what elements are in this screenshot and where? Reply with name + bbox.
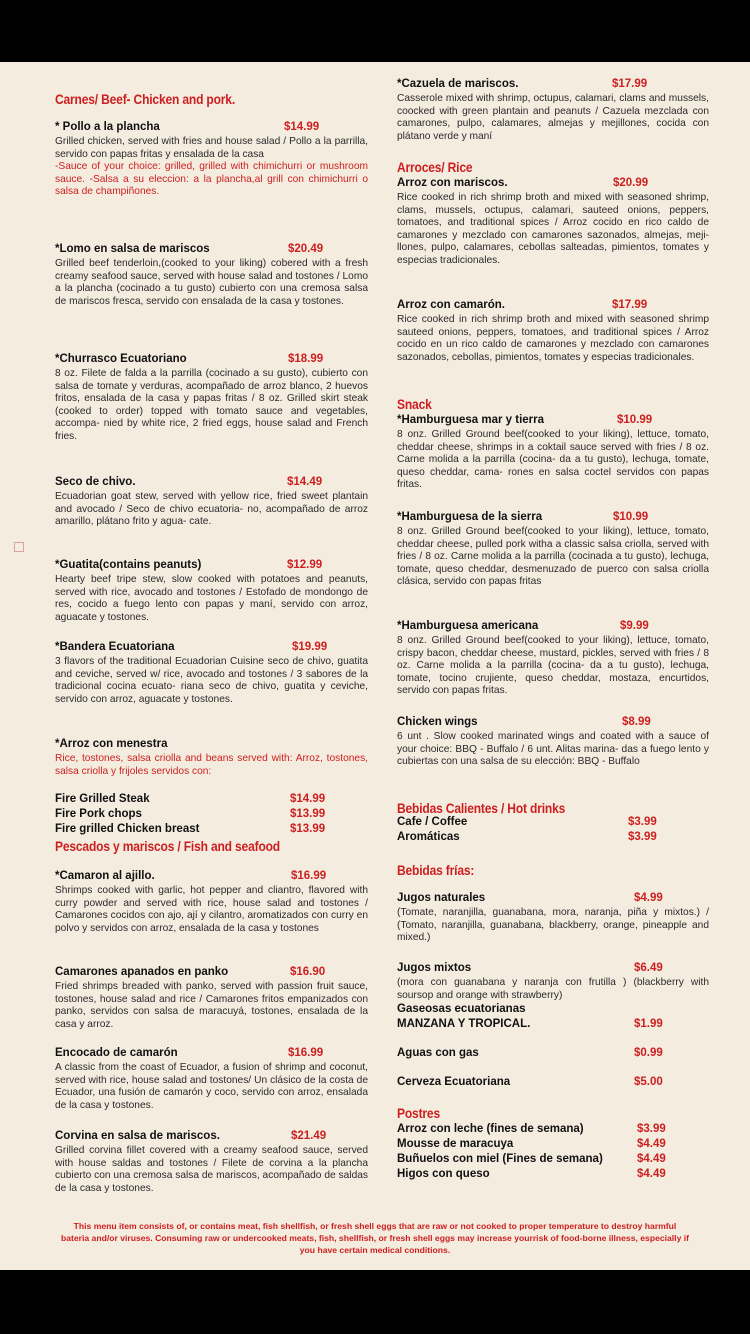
list-item xyxy=(397,1153,709,1168)
item-price: $17.99 xyxy=(612,78,648,90)
item-price: $10.99 xyxy=(613,511,649,523)
list-item xyxy=(397,1123,709,1138)
item-name: *Lomo en salsa de mariscos xyxy=(55,243,210,255)
item-description: (Tomate, naranjilla, guanabana, mora, naranja, piña y mixtos.) / (Tomato, naranjilla, guanabana, blackberry, orange, pineapple and mixed.) xyxy=(397,907,709,944)
item-name: *Churrasco Ecuatoriano xyxy=(55,353,187,365)
item-price: $14.49 xyxy=(287,476,323,488)
item-price: $1.99 xyxy=(634,1018,663,1030)
item-description: 6 unt . Slow cooked marinated wings and coated with a sauce of your choice: BBQ - Buffalo / 6 unt. Alitas marina- das a fuego lento y cubiertas con una salsa de su elección: BBQ - Buffalo xyxy=(397,731,709,768)
list-item xyxy=(397,816,709,831)
item-price: $4.49 xyxy=(637,1168,666,1180)
hot-drinks-list xyxy=(397,816,709,846)
item-name: Arroz con leche (fines de semana) xyxy=(397,1123,584,1135)
list-item xyxy=(397,1138,709,1153)
item-name: Buñuelos con miel (Fines de semana) xyxy=(397,1153,603,1165)
item-description: A classic from the coast of Ecuador, a fusion of shrimp and coconut, served with rice, house salad and tostones/ Un clásico de la costa de Ecuador, una fusión de camarón y coco, servido con arroz, ensalada de la casa y tostones. xyxy=(55,1062,368,1111)
menu-item-guatita xyxy=(55,559,368,624)
item-name: *Guatita(contains peanuts) xyxy=(55,559,202,571)
menu-page xyxy=(0,62,750,1270)
item-name: Arroz con camarón. xyxy=(397,299,505,311)
item-name: *Hamburguesa americana xyxy=(397,620,539,632)
menu-item-hamb-mar xyxy=(397,414,709,492)
item-price: $12.99 xyxy=(287,559,323,571)
item-name: Camarones apanados en panko xyxy=(55,966,229,978)
menu-item-seco xyxy=(55,476,368,529)
item-name: *Hamburguesa de la sierra xyxy=(397,511,543,523)
item-price: $13.99 xyxy=(290,823,326,835)
item-description: Casserole mixed with shrimp, octupus, calamari, clams and mussels, coocked with green plantain and peanuts / Cazuela mezclada con camarones, pulpo, calamares, almejas y mejillones, cocida con plátano verde y maní xyxy=(397,93,709,142)
item-name: * Pollo a la plancha xyxy=(55,121,160,133)
item-price: $8.99 xyxy=(622,716,651,728)
grilled-list xyxy=(55,793,368,838)
menu-item-pollo xyxy=(55,121,368,199)
item-name: *Camaron al ajillo. xyxy=(55,870,155,882)
postres-list xyxy=(397,1123,709,1183)
section-title-pescados: Pescados y mariscos / Fish and seafood xyxy=(55,838,280,854)
item-name: *Hamburguesa mar y tierra xyxy=(397,414,545,426)
item-name: MANZANA Y TROPICAL. xyxy=(397,1018,531,1030)
list-item xyxy=(55,793,368,808)
menu-item-lomo xyxy=(55,243,368,308)
item-description: Grilled corvina fillet covered with a creamy seafood sauce, served with house saldas and tostones / Filete de corvina a la plancha cubierto con una cremosa salsa de mariscos, acompañado de saldas de la casa y tostones. xyxy=(55,1145,368,1194)
item-name: *Arroz con menestra xyxy=(55,738,168,750)
item-price: $3.99 xyxy=(637,1123,666,1135)
item-price: $20.99 xyxy=(613,177,649,189)
menu-item-cazuela xyxy=(397,78,709,143)
item-description: 8 onz. Grilled Ground beef(cooked to your liking), lettuce, tomato, cheddar cheese, pulled pork witha a classic salsa criolla, served with fries / 8 oz. Carne molida a la parrilla (cocinada a tu gusto), lechuga, tomate, queso cheddar, desmenuzado de puerco con salsa criolla clásica, servido con papas fritas xyxy=(397,526,709,588)
section-title-calientes: Bebidas Calientes / Hot drinks xyxy=(397,800,566,816)
item-price: $16.90 xyxy=(290,966,326,978)
item-description: Ecuadorian goat stew, served with yellow rice, fried sweet plantain and avocado / Seco de chivo ecuatoria- no, acompañado de arroz amarillo, plátano frito y agua- cate. xyxy=(55,491,368,528)
menu-item-jugos-mixtos xyxy=(397,962,709,1002)
cerveza-item xyxy=(397,1076,709,1091)
item-price: $10.99 xyxy=(617,414,653,426)
section-title-arroces: Arroces/ Rice xyxy=(397,159,473,175)
item-price: $4.99 xyxy=(634,892,663,904)
item-name: Arroz con mariscos. xyxy=(397,177,508,189)
menu-item-hamb-americana xyxy=(397,620,709,698)
item-description: Fried shrimps breaded with panko, served with passion fruit sauce, tostones, house salad and rice / Camarones fritos empanizados con panko, servidos con salsa de maracuyá, tostones, ensalada de la casa y arroz. xyxy=(55,981,368,1030)
section-title-frias: Bebidas frías: xyxy=(397,862,475,878)
list-item xyxy=(397,831,709,846)
item-name: Corvina en salsa de mariscos. xyxy=(55,1130,220,1142)
item-name: Cerveza Ecuatoriana xyxy=(397,1076,511,1088)
list-item xyxy=(55,808,368,823)
item-name: Chicken wings xyxy=(397,716,478,728)
list-item xyxy=(397,1168,709,1183)
menu-item-encocado xyxy=(55,1047,368,1112)
item-name: *Cazuela de mariscos. xyxy=(397,78,519,90)
gaseosas-item xyxy=(397,1003,709,1033)
menu-item-hamb-sierra xyxy=(397,511,709,589)
item-note: -Sauce of your choice: grilled, grilled with chimichurri or mushroom sauce. -Salsa a su eleccion: a la plancha,al grill con chimichurri o salsa de champiñones. xyxy=(55,161,368,198)
item-price: $0.99 xyxy=(634,1047,663,1059)
menu-item-churrasco xyxy=(55,353,368,444)
item-price: $9.99 xyxy=(620,620,649,632)
gaseosas-line xyxy=(397,1018,709,1033)
item-description: 8 oz. Filete de falda a la parrilla (cocinado a su gusto), cubierto con salsa de tomate y verduras, acompañado de arroz blanco, 2 huevos fritos, ensalada de la casa y papas fritas / 8 oz. Grilled skirt steak (cooked to order) topped with tomato sauce and vegetables, accompa- nied by white rice, 2 fried eggs, house salad and French fries. xyxy=(55,368,368,442)
item-name: Aromáticas xyxy=(397,831,460,843)
item-price: $18.99 xyxy=(288,353,324,365)
item-name: Jugos naturales xyxy=(397,892,486,904)
list-item xyxy=(397,1076,709,1091)
item-price: $17.99 xyxy=(612,299,648,311)
item-name: Higos con queso xyxy=(397,1168,490,1180)
item-description: 8 onz. Grilled Ground beef(cooked to your liking), lettuce, tomato, crispy bacon, cheddar cheese, mustard, pickles, served with fries / 8 oz. Carne molida a la parrilla (cocina- da a tu gusto), lechuga, tomate, tocino crujiente, queso cheddar, mostaza, encurtidos, servido con papas fritas. xyxy=(397,635,709,697)
item-name: Mousse de maracuya xyxy=(397,1138,514,1150)
menu-item-arroz-camaron xyxy=(397,299,709,364)
item-price: $6.49 xyxy=(634,962,663,974)
menu-item-jugos-naturales xyxy=(397,892,709,945)
menu-item-chicken-wings xyxy=(397,716,709,769)
menu-item-arroz-mariscos xyxy=(397,177,709,268)
item-price: $3.99 xyxy=(628,831,657,843)
item-price: $14.99 xyxy=(284,121,320,133)
list-item xyxy=(55,823,368,838)
gaseosas-line xyxy=(397,1003,709,1018)
item-description: Grilled chicken, served with fries and house salad / Pollo a la parrilla, servido con papas fritas y ensalada de la casa xyxy=(55,136,368,160)
section-title-snack: Snack xyxy=(397,396,432,412)
item-description: Hearty beef tripe stew, slow cooked with potatoes and peanuts, served with rice, avocado and tostones / Estofado de mondongo de res, cocido a fuego lento con papas y maní, servido con arroz, aguacate y tostones. xyxy=(55,574,368,623)
menu-item-menestra xyxy=(55,738,368,778)
item-name: Aguas con gas xyxy=(397,1047,479,1059)
item-description: Rice, tostones, salsa criolla and beans served with: Arroz, tostones, salsa criolla y frijoles servidos con: xyxy=(55,753,368,777)
menu-item-camaron-ajillo xyxy=(55,870,368,935)
item-price: $13.99 xyxy=(290,808,326,820)
item-name: *Bandera Ecuatoriana xyxy=(55,641,175,653)
item-name: Seco de chivo. xyxy=(55,476,136,488)
item-price: $5.00 xyxy=(634,1076,663,1088)
item-description: Rice cooked in rich shrimp broth and mixed with seasoned shrimp sauteed onions, peppers, tomatoes, and traditional spices / Arroz cocido en un rico caldo de camarones y mezclado con camarones sazonados, cebollas, pimientos, tomates y especias tradicionales. xyxy=(397,314,709,363)
item-price: $19.99 xyxy=(292,641,328,653)
item-name: Gaseosas ecuatorianas xyxy=(397,1003,526,1015)
section-title-carnes: Carnes/ Beef- Chicken and pork. xyxy=(55,91,236,107)
item-description: Rice cooked in rich shrimp broth and mixed with seasoned shrimp, clams, mussels, octupus, calamari, sauteed onions, peppers, tomatoes, and traditional spices / Arroz cocido en rico caldo de camarones y mezclado con camarones sazonados, almejas, meji- llones, pulpo, calamares, cebollas salteadas, pimientos, tomates y especias tradicionales. xyxy=(397,192,709,266)
aguas-item xyxy=(397,1047,709,1062)
item-name: Fire Grilled Steak xyxy=(55,793,150,805)
item-price: $4.49 xyxy=(637,1153,666,1165)
item-description: 3 flavors of the traditional Ecuadorian Cuisine seco de chivo, guatita and ceviche, served w/ rice, avocado and tostones / 3 sabores de la tradicional cocina ecuato- riana seco de chivo, guatita y ceviche, servido con arroz, aguacate y tostones. xyxy=(55,656,368,705)
item-name: Jugos mixtos xyxy=(397,962,472,974)
item-price: $3.99 xyxy=(628,816,657,828)
section-title-postres: Postres xyxy=(397,1105,440,1121)
menu-item-corvina xyxy=(55,1130,368,1195)
item-price: $20.49 xyxy=(288,243,324,255)
item-price: $4.49 xyxy=(637,1138,666,1150)
health-disclaimer: This menu item consists of, or contains meat, fish shellfish, or fresh shell eggs that are raw or not cooked to proper temperature to destroy harmful bateria and/or viruses. Consuming raw or undercooked meats, fish, shellfish, or fresh shell eggs may increase yourrisk of food-borne illness, especially if you have certain medical conditions. xyxy=(60,1221,689,1255)
item-description: Grilled beef tenderloin,(cooked to your liking) cobered with a fresh creamy seafood sauce, served with house salad and tostones / Lomo a la plancha (cocinado a tu gusto) cubierto con una cremosa salsa de mariscos fresca, servido con ensalada de la casa y tostones. xyxy=(55,258,368,307)
item-description: Shrimps cooked with garlic, hot pepper and cliantro, flavored with curry powder and served with rice, house salad and tostones / Camarones cocidos con ajo, ají y cilantro, aromatizados con curry en polvo y servidos con arroz, ensalada de la casa y tostones xyxy=(55,885,368,934)
item-name: Fire grilled Chicken breast xyxy=(55,823,200,835)
item-description: 8 onz. Grilled Ground beef(cooked to your liking), lettuce, tomato, cheddar cheese, shrimps in a coktail sauce served with fries / 8 oz. Carne molida a la parrilla (cocina- da a tu gusto), lechuga, tomate, queso cheddar, cama- rones en salsa coctel servidos con papas fritas. xyxy=(397,429,709,491)
item-price: $21.49 xyxy=(291,1130,327,1142)
item-price: $16.99 xyxy=(288,1047,324,1059)
item-name: Cafe / Coffee xyxy=(397,816,468,828)
item-price: $14.99 xyxy=(290,793,326,805)
decorative-square-icon xyxy=(14,542,24,552)
item-price: $16.99 xyxy=(291,870,327,882)
item-name: Encocado de camarón xyxy=(55,1047,178,1059)
list-item xyxy=(397,1047,709,1062)
menu-item-apanados xyxy=(55,966,368,1031)
item-description: (mora con guanabana y naranja con frutilla ) (blackberry with soursop and orange with strawberry) xyxy=(397,977,709,1001)
item-name: Fire Pork chops xyxy=(55,808,142,820)
menu-item-bandera xyxy=(55,641,368,706)
